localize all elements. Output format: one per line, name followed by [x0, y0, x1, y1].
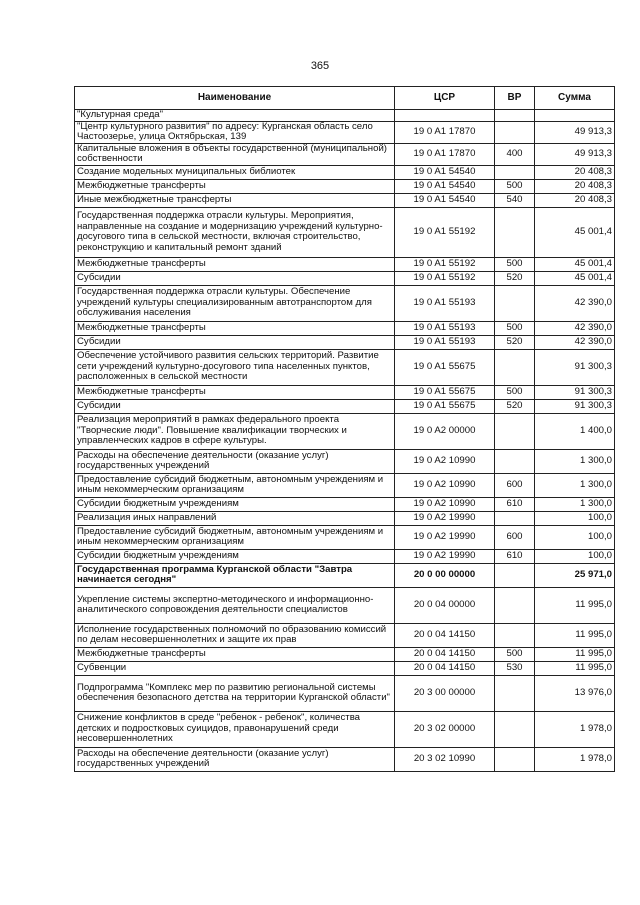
- cell-csr: 19 0 A1 55192: [395, 271, 495, 285]
- cell-name: Субсидии бюджетным учреждениям: [75, 549, 395, 563]
- cell-csr: 19 0 A1 17870: [395, 143, 495, 165]
- table-row: [75, 525, 615, 549]
- table-row: [75, 179, 615, 193]
- cell-sum: 13 976,0: [535, 675, 615, 711]
- header-csr: ЦСР: [395, 87, 495, 110]
- table-row: [75, 399, 615, 413]
- cell-csr: 19 0 A2 10990: [395, 497, 495, 511]
- table-row: [75, 661, 615, 675]
- cell-csr: [395, 110, 495, 122]
- cell-csr: 19 0 A1 55675: [395, 385, 495, 399]
- cell-vr: 500: [495, 179, 535, 193]
- cell-sum: 91 300,3: [535, 399, 615, 413]
- cell-vr: [495, 285, 535, 321]
- cell-sum: 42 390,0: [535, 335, 615, 349]
- cell-csr: 20 3 02 10990: [395, 747, 495, 771]
- cell-sum: 49 913,3: [535, 143, 615, 165]
- cell-name: Государственная программа Курганской области "Завтра начинается сегодня": [75, 563, 395, 587]
- table-row: [75, 121, 615, 143]
- table-row: [75, 747, 615, 771]
- table-row: [75, 511, 615, 525]
- header-vr: ВР: [495, 87, 535, 110]
- cell-csr: 19 0 A1 54540: [395, 179, 495, 193]
- cell-name: Субсидии бюджетным учреждениям: [75, 497, 395, 511]
- cell-name: Снижение конфликтов в среде "ребенок - ребенок", количества детских и подростковых суицидов, правонарушений среди несовершеннолетних: [75, 711, 395, 747]
- cell-csr: 20 0 00 00000: [395, 563, 495, 587]
- cell-sum: 11 995,0: [535, 587, 615, 623]
- cell-vr: 530: [495, 661, 535, 675]
- cell-vr: 500: [495, 257, 535, 271]
- cell-name: Субвенции: [75, 661, 395, 675]
- cell-sum: 49 913,3: [535, 121, 615, 143]
- cell-sum: 45 001,4: [535, 207, 615, 257]
- cell-csr: 19 0 A2 00000: [395, 413, 495, 449]
- cell-vr: [495, 413, 535, 449]
- cell-name: Обеспечение устойчивого развития сельских территорий. Развитие сети учреждений культурно-досугового типа населенных пунктов, расположенных в сельской местности: [75, 349, 395, 385]
- table-row: [75, 349, 615, 385]
- table-row: [75, 321, 615, 335]
- cell-csr: 19 0 A1 55675: [395, 349, 495, 385]
- cell-sum: 1 978,0: [535, 711, 615, 747]
- cell-sum: 42 390,0: [535, 285, 615, 321]
- cell-vr: 610: [495, 549, 535, 563]
- cell-sum: 42 390,0: [535, 321, 615, 335]
- table-row: [75, 711, 615, 747]
- cell-name: Создание модельных муниципальных библиотек: [75, 165, 395, 179]
- cell-name: Субсидии: [75, 271, 395, 285]
- table-row: [75, 207, 615, 257]
- table-row: [75, 271, 615, 285]
- cell-sum: 1 400,0: [535, 413, 615, 449]
- cell-sum: 20 408,3: [535, 179, 615, 193]
- cell-name: Межбюджетные трансферты: [75, 179, 395, 193]
- table-row: [75, 193, 615, 207]
- cell-csr: 19 0 A2 19990: [395, 549, 495, 563]
- table-row: [75, 165, 615, 179]
- cell-vr: 610: [495, 497, 535, 511]
- cell-csr: 19 0 A1 55675: [395, 399, 495, 413]
- cell-csr: 19 0 A1 55193: [395, 321, 495, 335]
- cell-vr: 500: [495, 321, 535, 335]
- cell-name: Субсидии: [75, 335, 395, 349]
- table-row: [75, 675, 615, 711]
- page-number: 365: [310, 60, 330, 72]
- cell-name: Подпрограмма "Комплекс мер по развитию региональной системы обеспечения безопасного детства на территории Курганской области": [75, 675, 395, 711]
- cell-sum: 100,0: [535, 525, 615, 549]
- cell-csr: 19 0 A2 10990: [395, 473, 495, 497]
- cell-csr: 19 0 A1 55192: [395, 207, 495, 257]
- table-row: [75, 110, 615, 122]
- cell-name: Государственная поддержка отрасли культуры. Мероприятия, направленные на создание и модернизацию учреждений культурно-досугового типа в сельской местности, включая строительство, реконструкцию и капитальный ремонт зданий: [75, 207, 395, 257]
- cell-vr: [495, 207, 535, 257]
- cell-name: Государственная поддержка отрасли культуры. Обеспечение учреждений культуры специализированным автотранспортом для обслуживания населения: [75, 285, 395, 321]
- cell-sum: 1 300,0: [535, 497, 615, 511]
- cell-csr: 20 0 04 14150: [395, 623, 495, 647]
- header-sum: Сумма: [535, 87, 615, 110]
- cell-csr: 19 0 A1 54540: [395, 193, 495, 207]
- table-row: [75, 335, 615, 349]
- table-row: [75, 449, 615, 473]
- cell-name: Исполнение государственных полномочий по образованию комиссий по делам несовершеннолетних и защите их прав: [75, 623, 395, 647]
- cell-vr: 520: [495, 399, 535, 413]
- cell-csr: 20 3 02 00000: [395, 711, 495, 747]
- cell-sum: 100,0: [535, 511, 615, 525]
- cell-sum: 91 300,3: [535, 385, 615, 399]
- table-row: [75, 497, 615, 511]
- cell-vr: [495, 587, 535, 623]
- cell-vr: 520: [495, 335, 535, 349]
- cell-name: Межбюджетные трансферты: [75, 321, 395, 335]
- cell-name: Реализация иных направлений: [75, 511, 395, 525]
- cell-csr: 20 0 04 14150: [395, 661, 495, 675]
- cell-vr: [495, 623, 535, 647]
- table-row: [75, 257, 615, 271]
- cell-vr: [495, 349, 535, 385]
- budget-table: [74, 86, 615, 772]
- cell-sum: 45 001,4: [535, 257, 615, 271]
- cell-sum: 11 995,0: [535, 647, 615, 661]
- table-row: [75, 587, 615, 623]
- cell-vr: 520: [495, 271, 535, 285]
- cell-vr: 600: [495, 525, 535, 549]
- table-row: [75, 285, 615, 321]
- table-row: [75, 563, 615, 587]
- table-row: [75, 647, 615, 661]
- cell-vr: 600: [495, 473, 535, 497]
- cell-vr: [495, 121, 535, 143]
- cell-sum: 91 300,3: [535, 349, 615, 385]
- cell-name: Предоставление субсидий бюджетным, автономным учреждениям и иным некоммерческим организациям: [75, 525, 395, 549]
- cell-name: "Культурная среда": [75, 110, 395, 122]
- cell-csr: 19 0 A1 55193: [395, 335, 495, 349]
- cell-name: Расходы на обеспечение деятельности (оказание услуг) государственных учреждений: [75, 747, 395, 771]
- cell-sum: 1 300,0: [535, 473, 615, 497]
- cell-vr: [495, 110, 535, 122]
- cell-name: Межбюджетные трансферты: [75, 647, 395, 661]
- cell-csr: 19 0 A2 19990: [395, 525, 495, 549]
- cell-vr: [495, 449, 535, 473]
- cell-sum: [535, 110, 615, 122]
- cell-sum: 100,0: [535, 549, 615, 563]
- cell-vr: 500: [495, 647, 535, 661]
- cell-csr: 19 0 A1 55192: [395, 257, 495, 271]
- cell-name: Межбюджетные трансферты: [75, 385, 395, 399]
- cell-sum: 1 300,0: [535, 449, 615, 473]
- cell-vr: [495, 675, 535, 711]
- header-name: Наименование: [75, 87, 395, 110]
- cell-name: Реализация мероприятий в рамках федерального проекта "Творческие люди". Повышение квалификации творческих и управленческих кадров в сфере культуры.: [75, 413, 395, 449]
- cell-name: Иные межбюджетные трансферты: [75, 193, 395, 207]
- cell-vr: 540: [495, 193, 535, 207]
- cell-name: Субсидии: [75, 399, 395, 413]
- table-row: [75, 623, 615, 647]
- cell-csr: 19 0 A1 17870: [395, 121, 495, 143]
- cell-csr: 19 0 A1 55193: [395, 285, 495, 321]
- table-row: [75, 473, 615, 497]
- cell-sum: 11 995,0: [535, 661, 615, 675]
- cell-vr: [495, 747, 535, 771]
- cell-vr: [495, 563, 535, 587]
- cell-name: Капитальные вложения в объекты государственной (муниципальной) собственности: [75, 143, 395, 165]
- cell-csr: 20 0 04 14150: [395, 647, 495, 661]
- cell-sum: 20 408,3: [535, 193, 615, 207]
- cell-name: Расходы на обеспечение деятельности (оказание услуг) государственных учреждений: [75, 449, 395, 473]
- cell-name: "Центр культурного развития" по адресу: Курганская область село Частоозерье, улица Октябрьская, 139: [75, 121, 395, 143]
- cell-name: Межбюджетные трансферты: [75, 257, 395, 271]
- table-body: [75, 110, 615, 772]
- cell-vr: 400: [495, 143, 535, 165]
- cell-csr: 19 0 A1 54540: [395, 165, 495, 179]
- cell-sum: 25 971,0: [535, 563, 615, 587]
- cell-csr: 19 0 A2 10990: [395, 449, 495, 473]
- cell-csr: 19 0 A2 19990: [395, 511, 495, 525]
- cell-csr: 20 3 00 00000: [395, 675, 495, 711]
- cell-vr: [495, 711, 535, 747]
- cell-sum: 20 408,3: [535, 165, 615, 179]
- cell-sum: 45 001,4: [535, 271, 615, 285]
- table-row: [75, 413, 615, 449]
- cell-sum: 1 978,0: [535, 747, 615, 771]
- table-row: [75, 385, 615, 399]
- cell-name: Предоставление субсидий бюджетным, автономным учреждениям и иным некоммерческим организациям: [75, 473, 395, 497]
- table-row: [75, 549, 615, 563]
- cell-name: Укрепление системы экспертно-методического и информационно-аналитического сопровождения деятельности специалистов: [75, 587, 395, 623]
- table-row: [75, 143, 615, 165]
- cell-csr: 20 0 04 00000: [395, 587, 495, 623]
- table-header-row: [75, 87, 615, 110]
- cell-sum: 11 995,0: [535, 623, 615, 647]
- cell-vr: [495, 165, 535, 179]
- cell-vr: [495, 511, 535, 525]
- cell-vr: 500: [495, 385, 535, 399]
